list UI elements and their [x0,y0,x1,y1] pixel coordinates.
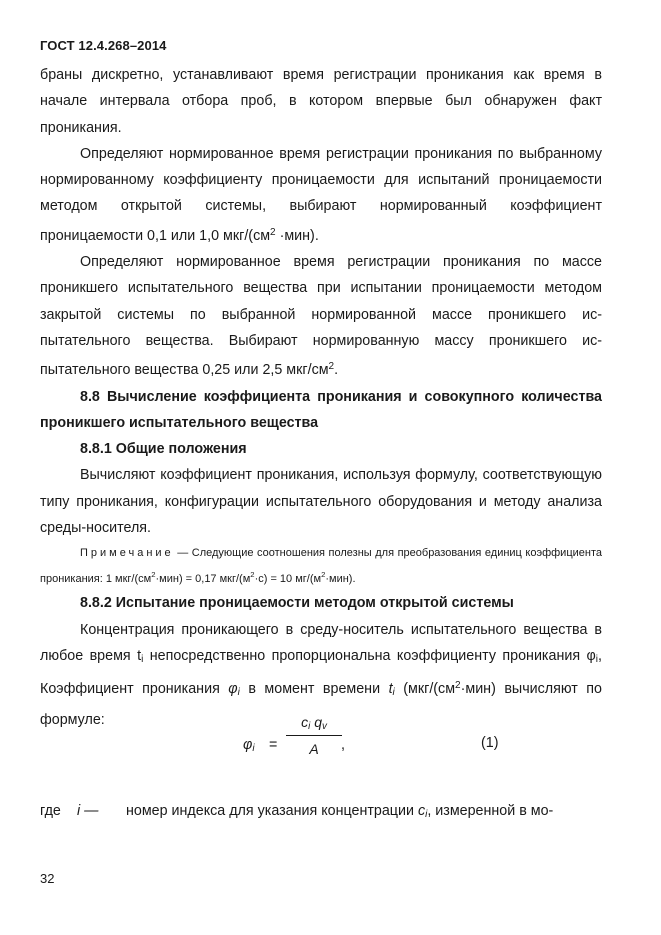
paragraph-text-end: . [334,362,339,379]
superscript: 2 [270,226,276,238]
superscript: 2 [455,680,461,692]
where-definition [126,803,553,820]
note-text: ·мин). [325,573,356,586]
t-symbol: t [388,681,393,698]
paragraph-text: ·мин) вычисляют по формуле: [40,681,602,728]
where-text-end: , измеренной в мо- [427,803,554,819]
formula-q-subscript: v [321,720,327,732]
formula-c: c [301,713,309,730]
paragraph-text-end: ·мин). [275,227,319,244]
paragraph-text: , Коэффициент проникания [40,647,602,698]
paragraph-open-system-norm [40,141,602,249]
note-label: Примечание [80,547,174,560]
phi-symbol: φ [228,681,238,698]
note-dash: — [173,547,192,560]
paragraph-text: Концентрация проникающего в среду-носитель испытательного вещества в любое время t [40,621,602,664]
formula-q: q [314,713,322,730]
section-heading-8-8: 8.8 Вычисление коэффициента проникания и совокупного количества проникшего испытательного вещества [40,388,602,431]
where-text: номер индекса для указания концентрации [126,803,418,819]
formula-number: (1) [481,734,499,751]
formula-phi: φ [243,736,253,753]
note [40,542,602,590]
formula-c-subscript: i [308,720,311,732]
paragraph-text: Определяют нормированное время регистрации проникания по массе проникшего испытательного вещества при испытании проницаемости методом закрытой системы по выбранной нормированной массе проникшего испытательного вещества. Выбирают нормированную массу проникшего испытательного вещества 0,25 или 2,5 мкг/см [40,254,602,379]
formula-1 [40,713,602,805]
note-text: ·мин) = 0,17 мкг/(м [155,573,251,586]
where-subscript: i [425,809,428,820]
superscript: 2 [328,361,335,373]
section-heading-8-8-1: 8.8.1 Общие положения [80,441,247,458]
subscript: i [595,653,599,665]
superscript: 2 [151,570,156,580]
paragraph-continuation: браны дискретно, устанавливают время регистрации проникания как время в начале интервала отбора проб, в котором впервые был обнаружен факт проникания. [40,67,602,136]
paragraph-text: непосредственно пропорциональна коэффициенту проникания φ [143,647,596,664]
page-number: 32 [40,871,55,886]
superscript: 2 [250,570,255,580]
formula-fraction [286,711,342,760]
subscript: i [237,687,240,699]
formula-equals: = [269,736,278,753]
where-c: c [417,803,426,819]
page-body [40,62,602,805]
formula-comma: , [341,736,345,753]
formula-denominator: A [309,740,319,757]
note-text: ·с) = 10 мг/(м [254,573,322,586]
formula-lhs-subscript: i [252,742,255,754]
paragraph-closed-system-norm [40,249,602,383]
section-heading-8-8-2: 8.8.2 Испытание проницаемости методом открытой системы [80,595,514,612]
document-header: ГОСТ 12.4.268–2014 [40,38,167,53]
paragraph-text: в момент времени [239,681,389,698]
where-word: где [40,803,61,819]
where-symbol: i — [77,803,99,819]
paragraph-text: (мкг/(см [394,681,456,698]
paragraph-general: Вычисляют коэффициент проникания, используя формулу, соответствующую типу проникания, конфигурации испытательного оборудования и методу анализа среды-носителя. [40,467,602,537]
formula-numerator [286,711,342,733]
subscript: i [141,653,144,665]
formula-lhs [243,737,255,754]
subscript: i [392,687,395,699]
superscript: 2 [321,570,326,580]
fraction-bar [286,735,342,736]
note-text: Следующие соотношения полезны для преобразования единиц коэффициента проникания: 1 мкг/(см [40,547,602,586]
paragraph-text: Определяют нормированное время регистрации проникания по выбранному нормированному коэффициенту проницаемости для испытаний проницаемости методом открытой системы, выбирают нормированный коэффициент проницаемости 0,1 или 1,0 мкг/(см [40,145,602,244]
